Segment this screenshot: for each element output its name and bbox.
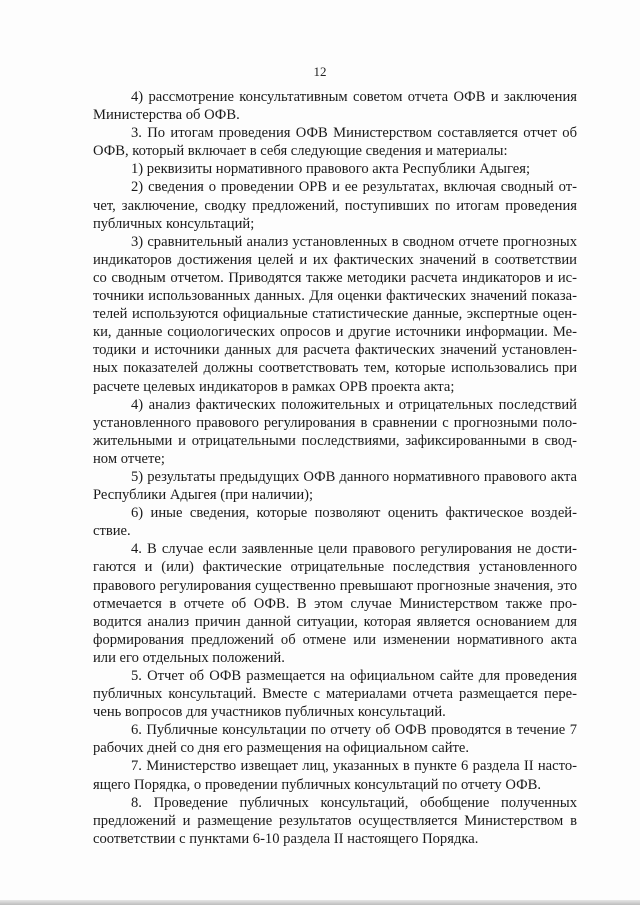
paragraph-8-results: 8. Проведение публичных консультаций, обобщение полученных предложений и размещение результатов осуществляется Министерством в соответствии с пунктами 6-10 раздела II настоящего Порядка. [93, 794, 577, 847]
list-item-6-other-info: 6) иные сведения, которые позволяют оценить фактическое воздействие. [93, 505, 577, 540]
paragraph-4-review: 4) рассмотрение консультативным советом отчета ОФВ и заключения Министерства об ОФВ. [93, 89, 577, 124]
page-bottom-edge [0, 900, 640, 905]
list-item-5-previous-results: 5) результаты предыдущих ОФВ данного нормативного правового акта Республики Адыгея (при наличии); [93, 468, 577, 504]
list-item-1-requisites: 1) реквизиты нормативного правового акта Республики Адыгея; [131, 161, 530, 178]
paragraph-5-report-publication: 5. Отчет об ОФВ размещается на официальном сайте для проведения публичных консультаций. Вместе с материалами отчета размещается перечень вопросов для участников публичных консультаций. [93, 668, 577, 721]
paragraph-3-report: 3. По итогам проведения ОФВ Министерством составляется отчет об ОФВ, который включает в себя следующие сведения и материалы: [93, 125, 577, 160]
page-number: 12 [313, 64, 327, 79]
document-body [93, 88, 577, 848]
paragraph-4-goals-not-achieved: 4. В случае если заявленные цели правового регулирования не достигаются и (или) фактические отрицательные последствия установленного правового регулирования существенно превышают прогнозные значения, это отмечается в отчете об ОФВ. В этом случае Министерством также проводится анализ причин данной ситуации, которая является основанием для формирования предложений об отмене или изменении нормативного акта или его отдельных положений. [93, 541, 577, 666]
list-item-2-orv-info: 2) сведения о проведении ОРВ и ее результатах, включая сводный отчет, заключение, сводку предложений, поступивших по итогам проведения публичных консультаций; [93, 179, 577, 232]
list-item-4-consequences-analysis: 4) анализ фактических положительных и отрицательных последствий установленного правового регулирования в сравнении с прогнозными положительными и отрицательными последствиями, зафиксированными в сводном отчете; [93, 396, 577, 467]
paragraph-7-notification: 7. Министерство извещает лиц, указанных в пункте 6 раздела II настоящего Порядка, о проведении публичных консультаций по отчету ОФВ. [93, 758, 577, 793]
list-item-3-comparative-analysis: 3) сравнительный анализ установленных в сводном отчете прогнозных индикаторов достижения целей и их фактических значений в соответствии со сводным отчетом. Приводятся также методики расчета индикаторов и источники использованных данных. Для оценки фактических значений показателей используются официальные статистические данные, экспертные оценки, данные социологических опросов и другие источники информации. Методики и источники данных для расчета фактических значений установленных показателей должны соответствовать тем, которые использовались при расчете целевых индикаторов в рамках ОРВ проекта акта; [93, 233, 577, 395]
paragraph-6-consultations-period: 6. Публичные консультации по отчету об ОФВ проводятся в течение 7 рабочих дней со дня его размещения на официальном сайте. [93, 722, 577, 757]
